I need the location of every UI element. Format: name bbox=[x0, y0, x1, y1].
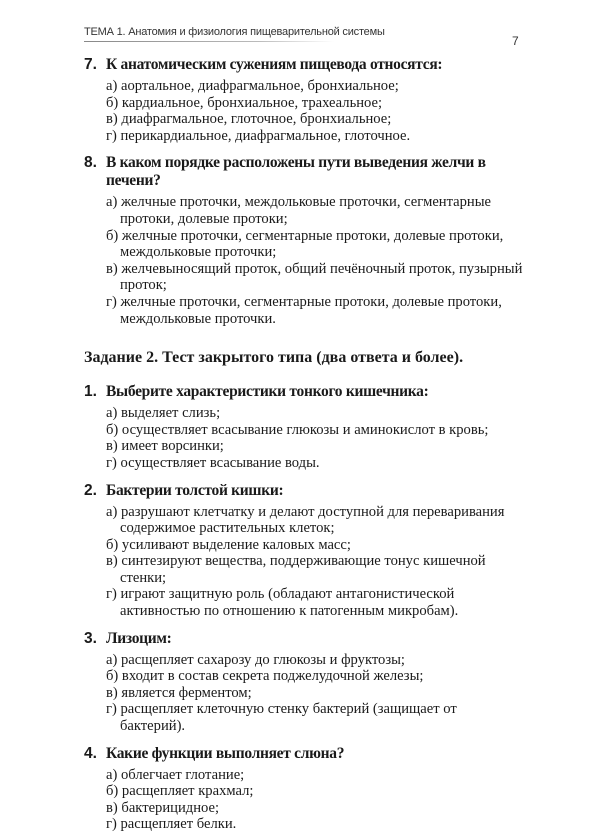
section-title: Задание 2. Тест закрытого типа (два ответа и более). bbox=[84, 349, 464, 367]
answer-option: в) диафрагмальное, глоточное, бронхиальное; bbox=[106, 111, 392, 128]
page-content bbox=[84, 48, 524, 833]
answer-option: г) играют защитную роль (обладают антагонистической активностью по отношению к патогенным микробам). bbox=[106, 586, 459, 620]
question-number: 1. bbox=[84, 383, 97, 401]
answer-option: б) усиливают выделение каловых масс; bbox=[106, 536, 351, 553]
answer-option: б) расщепляет крахмал; bbox=[106, 783, 254, 800]
answer-option: г) желчные проточки, сегментарные протоки, долевые протоки, междольковые проточки. bbox=[106, 293, 502, 327]
answer-option: г) осуществляет всасывание воды. bbox=[106, 454, 320, 471]
answer-option: б) входит в состав секрета поджелудочной железы; bbox=[106, 668, 424, 685]
answer-option: а) выделяет слизь; bbox=[106, 405, 221, 422]
answer-options bbox=[106, 652, 524, 735]
answer-option: а) расщепляет сахарозу до глюкозы и фруктозы; bbox=[106, 651, 405, 668]
question-number: 3. bbox=[84, 629, 97, 647]
question-number: 4. bbox=[84, 744, 97, 762]
answer-option: в) синтезируют вещества, поддерживающие тонус кишечной стенки; bbox=[106, 553, 486, 586]
question-number: 2. bbox=[84, 481, 97, 499]
question-number: 8. bbox=[84, 154, 97, 172]
question-7 bbox=[84, 56, 524, 144]
header-rule bbox=[84, 41, 334, 42]
answer-option: а) разрушают клетчатку и делают доступной для переваривания содержимое растительных клеток; bbox=[106, 503, 505, 537]
answer-option: б) кардиальное, бронхиальное, трахеальное; bbox=[106, 94, 383, 111]
question-number: 7. bbox=[84, 56, 97, 73]
question-text: В каком порядке расположены пути выведения желчи в печени? bbox=[106, 154, 486, 190]
answer-option: в) является ферментом; bbox=[106, 684, 252, 701]
question-text: Лизоцим: bbox=[106, 629, 172, 647]
answer-options bbox=[106, 767, 524, 833]
answer-option: а) желчные проточки, междольковые проточки, сегментарные протоки, долевые протоки; bbox=[106, 194, 492, 227]
answer-option: б) осуществляет всасывание глюкозы и аминокислот в кровь; bbox=[106, 421, 489, 438]
answer-option: в) имеет ворсинки; bbox=[106, 438, 224, 455]
answer-option: в) бактерицидное; bbox=[106, 799, 220, 816]
question-2 bbox=[84, 482, 524, 620]
question-3 bbox=[84, 630, 524, 735]
answer-option: а) облегчает глотание; bbox=[106, 766, 245, 783]
answer-options bbox=[106, 504, 524, 620]
answer-options bbox=[106, 194, 524, 327]
answer-option: г) расщепляет клеточную стенку бактерий (защищает от бактерий). bbox=[106, 701, 457, 735]
answer-options bbox=[106, 78, 524, 144]
answer-option: г) расщепляет белки. bbox=[106, 816, 237, 833]
answer-option: а) аортальное, диафрагмальное, бронхиальное; bbox=[106, 78, 399, 94]
answer-option: г) перикардиальное, диафрагмальное, глоточное. bbox=[106, 127, 411, 144]
answer-options bbox=[106, 405, 524, 471]
answer-option: в) желчевыносящий проток, общий печёночный проток, пузырный проток; bbox=[106, 260, 523, 294]
question-text: Бактерии толстой кишки: bbox=[106, 481, 284, 499]
running-header: ТЕМА 1. Анатомия и физиология пищеварительной системы bbox=[84, 26, 385, 38]
question-1 bbox=[84, 383, 524, 471]
question-text: К анатомическим сужениям пищевода относятся: bbox=[106, 56, 443, 73]
question-text: Какие функции выполняет слюна? bbox=[106, 744, 345, 762]
question-4 bbox=[84, 745, 524, 833]
answer-option: б) желчные проточки, сегментарные протоки, долевые протоки, междольковые проточки; bbox=[106, 227, 504, 261]
question-text: Выберите характеристики тонкого кишечника: bbox=[106, 383, 429, 401]
page-number: 7 bbox=[512, 34, 519, 48]
question-8 bbox=[84, 154, 524, 327]
